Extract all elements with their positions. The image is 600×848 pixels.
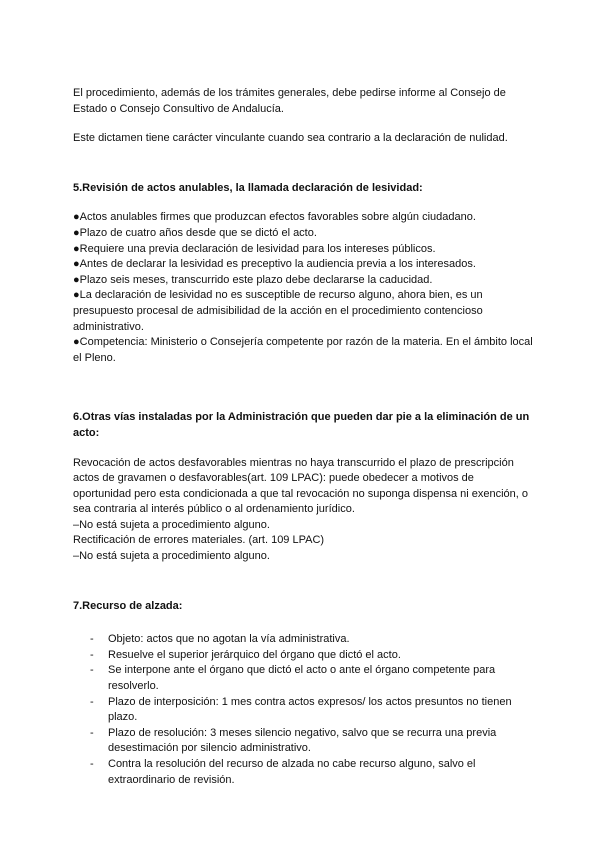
list-item: ●Plazo de cuatro años desde que se dictó el acto. bbox=[73, 226, 317, 239]
section-5-heading: 5.Revisión de actos anulables, la llamada declaración de lesividad: bbox=[73, 181, 423, 194]
list-item: ●Antes de declarar la lesividad es preceptivo la audiencia previa a los interesados. bbox=[73, 258, 476, 271]
list-item-text: Plazo de resolución: 3 meses silencio negativo, salvo que se recurra una previa desestimación por silencio administrativo. bbox=[108, 726, 497, 755]
list-item bbox=[73, 757, 533, 788]
list-item bbox=[73, 695, 533, 726]
list-item: ●La declaración de lesividad no es susceptible de recurso alguno, ahora bien, es un presupuesto procesal de admisibilidad de la acción en el procedimiento contencioso administrativo. bbox=[73, 289, 483, 333]
list-item bbox=[73, 632, 533, 648]
section-6-note-1: –No está sujeta a procedimiento alguno. bbox=[73, 518, 270, 531]
intro-paragraph-1: El procedimiento, además de los trámites generales, debe pedirse informe al Consejo de Estado o Consejo Consultivo de Andalucía. bbox=[73, 87, 506, 115]
list-item: ●Actos anulables firmes que produzcan efectos favorables sobre algún ciudadano. bbox=[73, 211, 476, 224]
list-item bbox=[73, 663, 533, 694]
section-6-paragraph-revocacion: Revocación de actos desfavorables mientras no haya transcurrido el plazo de prescripción actos de gravamen o desfavorables(art. 109 LPAC): puede obedecer a motivos de oportunidad pero esta condicionada a que tal revocación no suponga dispensa ni exención, o sea contraria al interés público o al ordenamiento jurídico. bbox=[73, 456, 528, 516]
section-6-heading: 6.Otras vías instaladas por la Administración que pueden dar pie a la eliminación de un acto: bbox=[73, 411, 530, 439]
list-item-text: Objeto: actos que no agotan la vía administrativa. bbox=[108, 633, 350, 646]
dash-bullet: - bbox=[90, 726, 94, 739]
list-item-text: Se interpone ante el órgano que dictó el acto o ante el órgano competente para resolverlo. bbox=[108, 664, 496, 693]
list-item: ●Requiere una previa declaración de lesividad para los intereses públicos. bbox=[73, 242, 436, 255]
dash-bullet: - bbox=[90, 758, 94, 770]
list-item: ●Plazo seis meses, transcurrido este plazo debe declararse la caducidad. bbox=[73, 273, 433, 286]
list-item bbox=[73, 726, 533, 757]
section-7-dash-list bbox=[73, 632, 533, 788]
list-item-text: Resuelve el superior jerárquico del órgano que dictó el acto. bbox=[108, 648, 401, 661]
list-item-text: Contra la resolución del recurso de alzada no cabe recurso alguno, salvo el extraordinario de revisión. bbox=[108, 758, 476, 786]
list-item: ●Competencia: Ministerio o Consejería competente por razón de la materia. En el ámbito local el Pleno. bbox=[73, 336, 533, 364]
document-page bbox=[73, 86, 533, 788]
section-6-note-2: –No está sujeta a procedimiento alguno. bbox=[73, 550, 270, 563]
section-5-bullet-list bbox=[73, 210, 533, 366]
section-6-paragraph-rectificacion: Rectificación de errores materiales. (art. 109 LPAC) bbox=[73, 534, 325, 547]
dash-bullet: - bbox=[90, 633, 94, 646]
intro-paragraph-2: Este dictamen tiene carácter vinculante cuando sea contrario a la declaración de nulidad. bbox=[73, 132, 508, 145]
list-item bbox=[73, 648, 533, 664]
section-7-heading: 7.Recurso de alzada: bbox=[73, 599, 183, 612]
dash-bullet: - bbox=[90, 664, 94, 677]
dash-bullet: - bbox=[90, 648, 94, 661]
list-item-text: Plazo de interposición: 1 mes contra actos expresos/ los actos presuntos no tienen plazo. bbox=[108, 695, 512, 724]
dash-bullet: - bbox=[90, 695, 94, 708]
